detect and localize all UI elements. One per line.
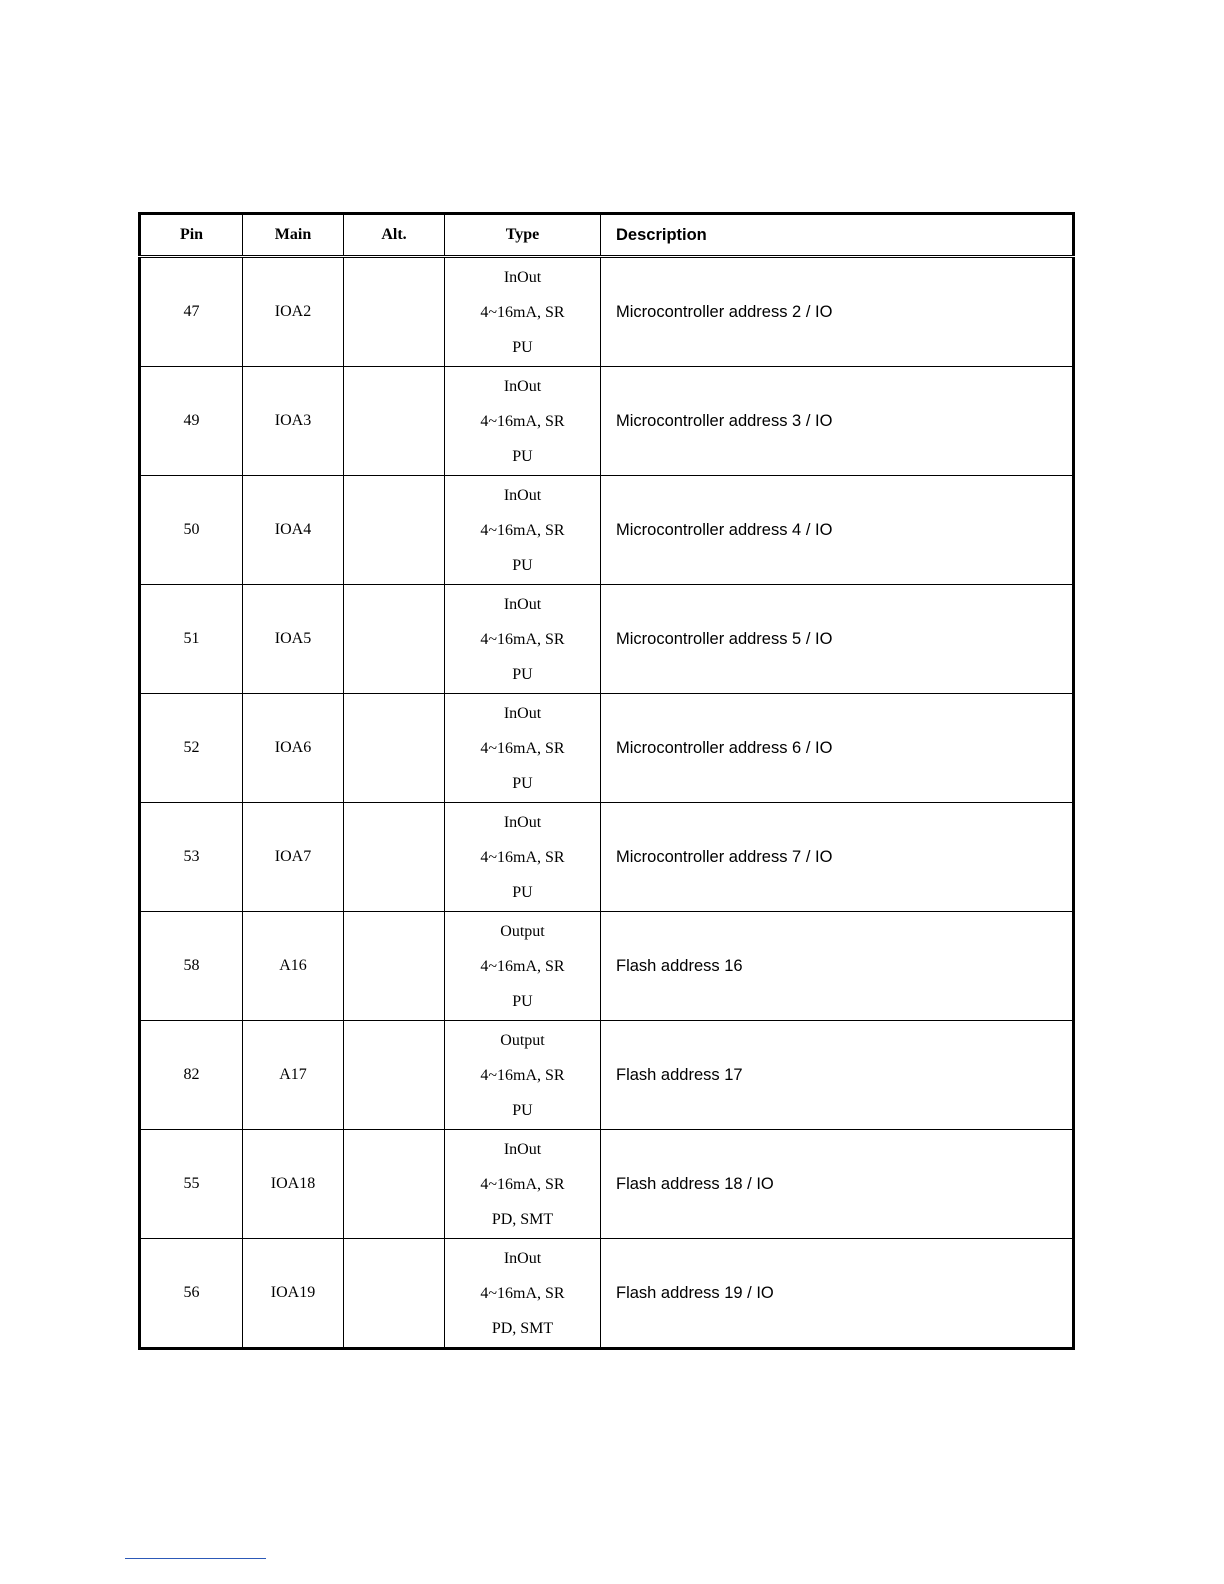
header-description: Description [601, 214, 1074, 257]
table-row [140, 257, 1074, 367]
alt-function-cell [344, 1239, 445, 1349]
description-cell: Microcontroller address 3 / IO [601, 367, 1074, 476]
type-line: PU [512, 447, 533, 465]
footnote-separator [125, 1558, 266, 1559]
type-line: 4~16mA, SR [480, 521, 565, 539]
type-cell [445, 476, 601, 585]
main-function-cell: IOA3 [243, 367, 344, 476]
alt-function-cell [344, 476, 445, 585]
pin-number-cell: 55 [140, 1130, 243, 1239]
type-line: PU [512, 992, 533, 1010]
main-function-cell: IOA7 [243, 803, 344, 912]
type-line: 4~16mA, SR [480, 1066, 565, 1084]
type-line: 4~16mA, SR [480, 739, 565, 757]
type-cell [445, 1239, 601, 1349]
description-cell: Microcontroller address 4 / IO [601, 476, 1074, 585]
description-cell: Microcontroller address 7 / IO [601, 803, 1074, 912]
header-pin: Pin [140, 214, 243, 257]
description-cell: Microcontroller address 6 / IO [601, 694, 1074, 803]
main-function-cell: IOA4 [243, 476, 344, 585]
main-function-cell: IOA19 [243, 1239, 344, 1349]
table-row [140, 1239, 1074, 1349]
type-line: InOut [503, 1249, 542, 1267]
main-function-cell: IOA18 [243, 1130, 344, 1239]
table-header-row [140, 214, 1074, 257]
type-line: PU [512, 338, 533, 356]
type-line: 4~16mA, SR [480, 630, 565, 648]
type-cell [445, 1130, 601, 1239]
type-line: InOut [503, 377, 542, 395]
table-body [140, 257, 1074, 1349]
pin-number-cell: 49 [140, 367, 243, 476]
main-function-cell: A16 [243, 912, 344, 1021]
type-cell [445, 912, 601, 1021]
type-line: PU [512, 665, 533, 683]
type-line: PD, SMT [491, 1319, 554, 1337]
header-alt: Alt. [344, 214, 445, 257]
table-row [140, 476, 1074, 585]
table-row [140, 585, 1074, 694]
header-type: Type [445, 214, 601, 257]
type-line: 4~16mA, SR [480, 848, 565, 866]
table-row [140, 367, 1074, 476]
main-function-cell: IOA6 [243, 694, 344, 803]
alt-function-cell [344, 367, 445, 476]
type-line: PU [512, 883, 533, 901]
table-row [140, 912, 1074, 1021]
type-line: PU [512, 1101, 533, 1119]
description-cell: Flash address 17 [601, 1021, 1074, 1130]
type-line: InOut [503, 1140, 542, 1158]
type-line: 4~16mA, SR [480, 1284, 565, 1302]
type-line: InOut [503, 486, 542, 504]
pin-number-cell: 56 [140, 1239, 243, 1349]
pin-number-cell: 58 [140, 912, 243, 1021]
type-line: PU [512, 556, 533, 574]
alt-function-cell [344, 912, 445, 1021]
table-row [140, 1130, 1074, 1239]
type-line: InOut [503, 704, 542, 722]
main-function-cell: A17 [243, 1021, 344, 1130]
table-row [140, 1021, 1074, 1130]
type-line: 4~16mA, SR [480, 1175, 565, 1193]
type-cell [445, 694, 601, 803]
alt-function-cell [344, 694, 445, 803]
pin-number-cell: 50 [140, 476, 243, 585]
description-cell: Microcontroller address 5 / IO [601, 585, 1074, 694]
pin-description-table [138, 212, 1075, 1350]
type-line: 4~16mA, SR [480, 957, 565, 975]
description-cell: Flash address 18 / IO [601, 1130, 1074, 1239]
pin-number-cell: 47 [140, 257, 243, 367]
type-line: InOut [503, 595, 542, 613]
alt-function-cell [344, 1130, 445, 1239]
type-line: 4~16mA, SR [480, 412, 565, 430]
type-line: Output [500, 1031, 545, 1049]
table-row [140, 803, 1074, 912]
pin-number-cell: 51 [140, 585, 243, 694]
main-function-cell: IOA2 [243, 257, 344, 367]
pin-number-cell: 82 [140, 1021, 243, 1130]
type-cell [445, 803, 601, 912]
alt-function-cell [344, 803, 445, 912]
type-line: InOut [503, 813, 542, 831]
alt-function-cell [344, 1021, 445, 1130]
description-cell: Microcontroller address 2 / IO [601, 257, 1074, 367]
table-row [140, 694, 1074, 803]
type-line: InOut [503, 268, 542, 286]
type-cell [445, 257, 601, 367]
pin-number-cell: 52 [140, 694, 243, 803]
description-cell: Flash address 19 / IO [601, 1239, 1074, 1349]
main-function-cell: IOA5 [243, 585, 344, 694]
alt-function-cell [344, 585, 445, 694]
type-cell [445, 367, 601, 476]
type-line: PD, SMT [491, 1210, 554, 1228]
type-line: Output [500, 922, 545, 940]
description-cell: Flash address 16 [601, 912, 1074, 1021]
type-line: 4~16mA, SR [480, 303, 565, 321]
pin-number-cell: 53 [140, 803, 243, 912]
type-cell [445, 585, 601, 694]
type-cell [445, 1021, 601, 1130]
alt-function-cell [344, 257, 445, 367]
header-main: Main [243, 214, 344, 257]
type-line: PU [512, 774, 533, 792]
